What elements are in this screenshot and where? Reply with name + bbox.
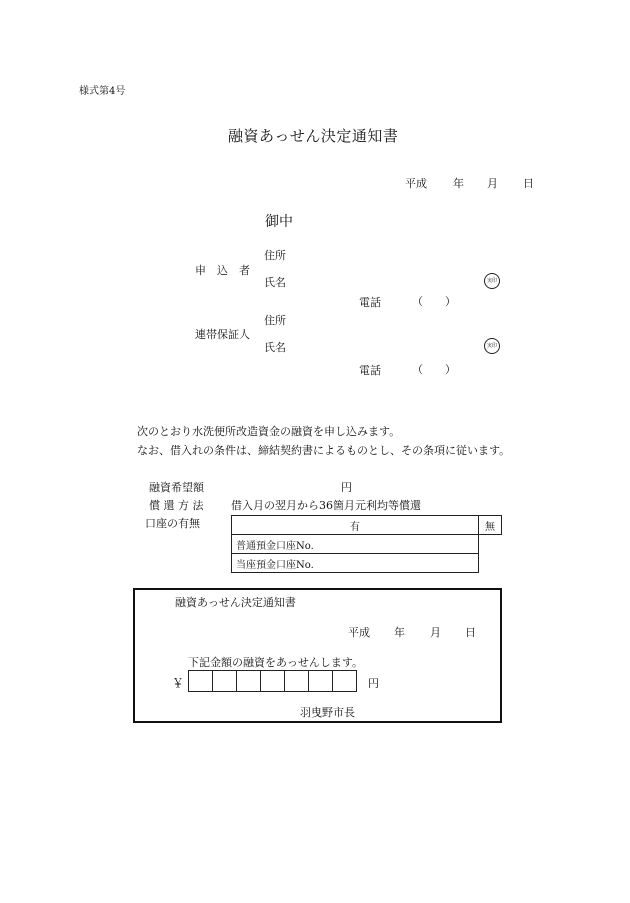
- addressee-suffix: 御中: [265, 214, 293, 230]
- amount-digit-box[interactable]: [261, 670, 285, 692]
- applicant-phone-label: 電話: [359, 296, 381, 309]
- amount-digit-box[interactable]: [285, 670, 309, 692]
- notice-date-month: 月: [430, 626, 441, 639]
- applicant-address-label: 住所: [264, 249, 286, 262]
- amount-digit-box[interactable]: [189, 670, 213, 692]
- amount-digit-box[interactable]: [309, 670, 333, 692]
- guarantor-name-label: 氏名: [264, 341, 286, 354]
- account-no-cell[interactable]: 無: [479, 516, 502, 535]
- notice-issuer: 羽曳野市長: [300, 706, 355, 719]
- amount-digit-boxes: [188, 670, 357, 692]
- notice-date-year: 年: [394, 626, 405, 639]
- applicant-label: 申 込 者: [195, 264, 250, 277]
- repayment-label: 償 還 方 法: [149, 499, 204, 512]
- amount-digit-box[interactable]: [213, 670, 237, 692]
- amount-digit-box[interactable]: [333, 670, 357, 692]
- account-table: [231, 515, 502, 573]
- applicant-phone-parens: （ ）: [412, 295, 456, 308]
- guarantor-phone-label: 電話: [359, 364, 381, 377]
- account-label: 口座の有無: [145, 517, 200, 530]
- checking-account-cell[interactable]: 当座預金口座No.: [232, 554, 479, 573]
- guarantor-phone-parens: （ ）: [412, 363, 456, 376]
- notice-date-era: 平成: [348, 626, 370, 639]
- applicant-seal-icon: 実印: [484, 273, 500, 289]
- repayment-method: 借入月の翌月から36箇月元利均等償還: [231, 499, 421, 512]
- notice-yen-unit: 円: [368, 677, 379, 690]
- date-day: 日: [523, 177, 534, 190]
- notice-title: 融資あっせん決定通知書: [175, 596, 296, 609]
- body-text-line-1: 次のとおり水洗便所改造資金の融資を申し込みます。: [137, 425, 401, 438]
- loan-amount-unit: 円: [341, 481, 352, 494]
- page-title: 融資あっせん決定通知書: [228, 127, 399, 145]
- form-number: 様式第4号: [79, 86, 126, 97]
- amount-digit-box[interactable]: [237, 670, 261, 692]
- guarantor-label: 連帯保証人: [195, 328, 250, 341]
- loan-amount-label: 融資希望額: [149, 481, 204, 494]
- notice-message: 下記金額の融資をあっせんします。: [188, 656, 364, 669]
- savings-account-cell[interactable]: 普通預金口座No.: [232, 535, 479, 554]
- account-yes-cell[interactable]: 有: [232, 516, 479, 535]
- body-text-line-2: なお、借入れの条件は、締結契約書によるものとし、その条項に従います。: [137, 444, 511, 457]
- guarantor-seal-icon: 実印: [484, 338, 500, 354]
- yen-mark: ￥: [172, 676, 185, 690]
- guarantor-address-label: 住所: [264, 314, 286, 327]
- date-era: 平成: [405, 177, 427, 190]
- date-year: 年: [453, 177, 464, 190]
- applicant-name-label: 氏名: [264, 276, 286, 289]
- notice-date-day: 日: [465, 626, 476, 639]
- date-month: 月: [487, 177, 498, 190]
